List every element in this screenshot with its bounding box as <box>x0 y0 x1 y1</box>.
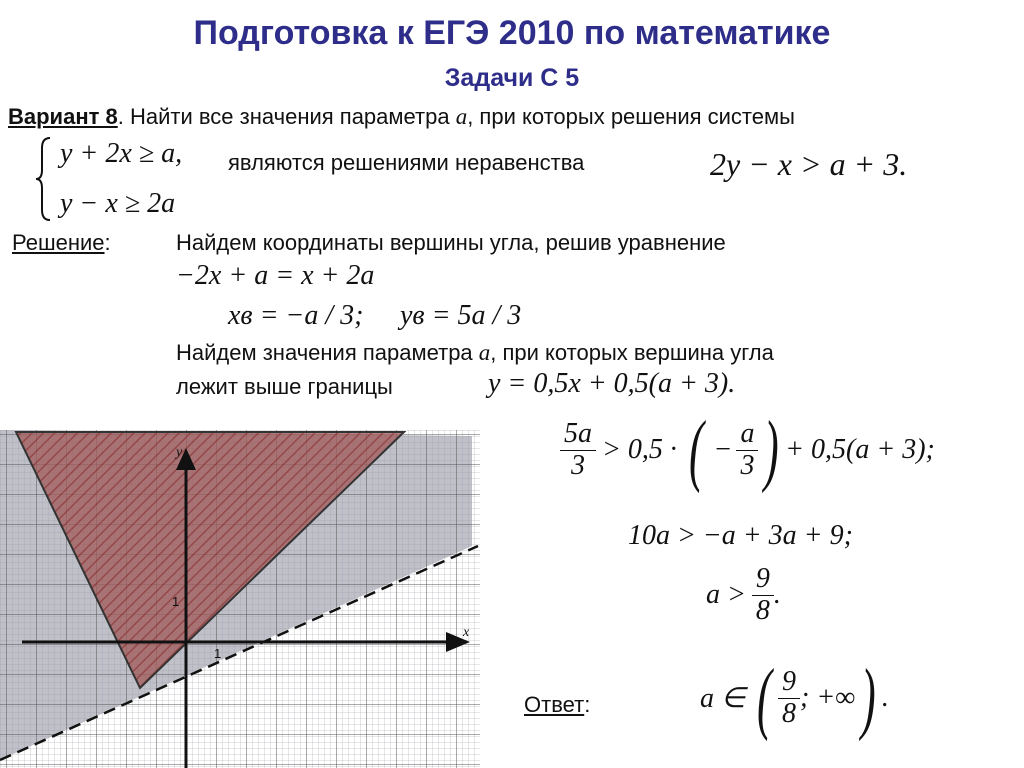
step-1-fraction: $\frac{5a}{3}$ <box>560 419 596 482</box>
equation-1: −2x + a = x + 2a <box>176 260 375 291</box>
vertex-x: xв = −a / 3; <box>228 300 364 331</box>
x-tick-label: 1 <box>214 646 222 661</box>
solution-graph <box>0 430 480 768</box>
system-line-2: y − x ≥ 2a <box>60 188 176 219</box>
problem-param: a <box>455 104 468 129</box>
problem-statement <box>8 104 795 130</box>
page-title: Подготовка к ЕГЭ 2010 по математике <box>193 14 831 52</box>
x-axis-label: x <box>463 625 470 640</box>
y-axis-label: y <box>176 445 183 460</box>
y-tick-label: 1 <box>172 594 180 609</box>
system-brace <box>34 136 54 222</box>
answer-label: Ответ: <box>524 692 591 717</box>
problem-text-start: . Найти все значения параметра <box>117 104 456 129</box>
boundary-equation: y = 0,5x + 0,5(a + 3). <box>488 368 736 399</box>
problem-text-end: , при которых решения системы <box>467 104 795 129</box>
variant-label: Вариант 8 <box>8 104 118 129</box>
solution-line-1: Найдем координаты вершины угла, решив уравнение <box>176 230 726 255</box>
step-3: a > $\frac{9}{8}$ . <box>706 562 781 626</box>
answer-value: a ∈ ( $\frac{9}{8}$ ; +∞ ) . <box>700 653 889 742</box>
target-inequality: 2y − x > a + 3. <box>710 146 908 182</box>
are-solutions-text: являются решениями неравенства <box>228 150 585 175</box>
vertex-y: yв = 5a / 3 <box>400 300 522 331</box>
solution-line-3: лежит выше границы <box>176 374 393 399</box>
step-1-inner-fraction: $\frac{a}{3}$ <box>736 419 758 482</box>
step-2: 10a > −a + 3a + 9; <box>628 520 853 551</box>
solution-line-2: Найдем значения параметра a, при которых вершина угла <box>176 340 774 365</box>
system-line-1: y + 2x ≥ a, <box>60 138 183 169</box>
solution-label: Решение: <box>12 230 111 255</box>
page-subtitle: Задачи С 5 <box>444 64 580 92</box>
step-1: $\frac{5a}{3}$ > 0,5 · ( − $\frac{a}{3}$ ) + 0,5(a + 3); <box>560 410 935 490</box>
